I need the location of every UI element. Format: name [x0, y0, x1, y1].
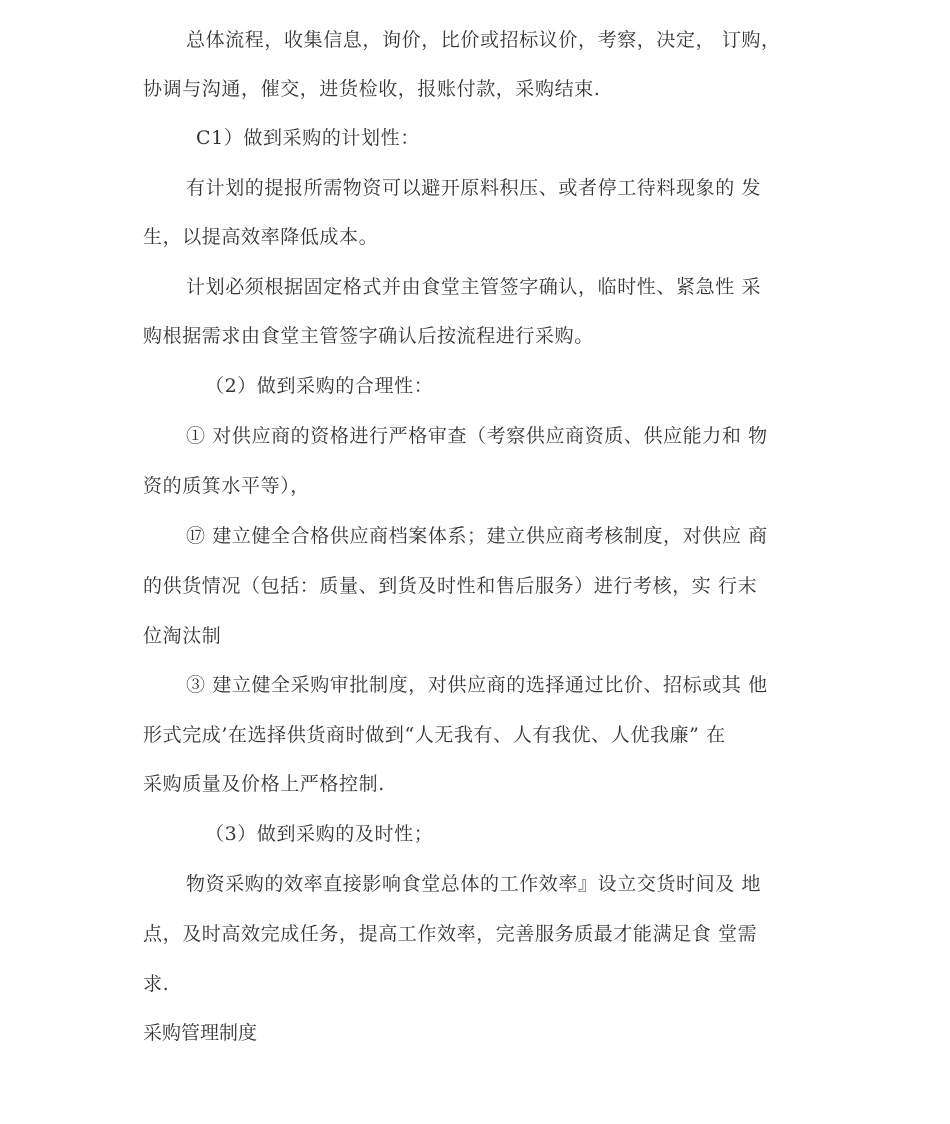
paragraph-line: 计划必须根据固定格式并由食堂主管签字确认，临时性、紧急性 采	[186, 276, 762, 298]
paragraph-line: 总体流程，收集信息，询价，比价或招标议价，考察，决定， 订购，	[186, 29, 781, 51]
paragraph-line: 求.	[143, 973, 170, 995]
paragraph-line: 生，以提高效率降低成本。	[143, 226, 379, 248]
section-heading-planning: C1）做到采购的计划性：	[196, 127, 420, 149]
list-item-line: 的供货情况（包括：质量、到货及时性和售后服务）进行考核，实 行末	[143, 575, 758, 597]
list-item-line: 资的质箕水平等），	[143, 475, 310, 497]
list-item-line: 位淘汰制	[143, 625, 222, 647]
footer-heading: 采购管理制度	[143, 1022, 258, 1044]
paragraph-line: 协调与沟通，催交，进货检收，报账付款，采购结束.	[143, 78, 601, 100]
paragraph-line: 物资采购的效率直接影响食堂总体的工作效率』设立交货时间及 地	[186, 873, 762, 895]
list-item-line: 采购质量及价格上严格控制.	[143, 773, 385, 795]
paragraph-line: 点，及时高效完成任务，提高工作效率，完善服务质最才能满足食 堂需	[143, 923, 758, 945]
list-item-line: 形式完成’在选择供货商时做到“人无我有、人有我优、人优我廉” 在	[143, 724, 726, 746]
list-item-line: ⑰ 建立健全合格供应商档案体系；建立供应商考核制度，对供应 商	[186, 525, 768, 547]
section-heading-rationality: （2）做到采购的合理性：	[205, 375, 434, 397]
list-item-line: ③ 建立健全采购审批制度，对供应商的选择通过比价、招标或其 他	[186, 674, 768, 696]
list-item-line: ① 对供应商的资格进行严格审查（考察供应商资质、供应能力和 物	[186, 425, 768, 447]
paragraph-line: 购根据需求由食堂主管签字确认后按流程进行采购。	[143, 325, 594, 347]
paragraph-line: 有计划的提报所需物资可以避开原料积压、或者停工待料现象的 发	[186, 177, 762, 199]
section-heading-timeliness: （3）做到采购的及时性；	[205, 823, 434, 845]
